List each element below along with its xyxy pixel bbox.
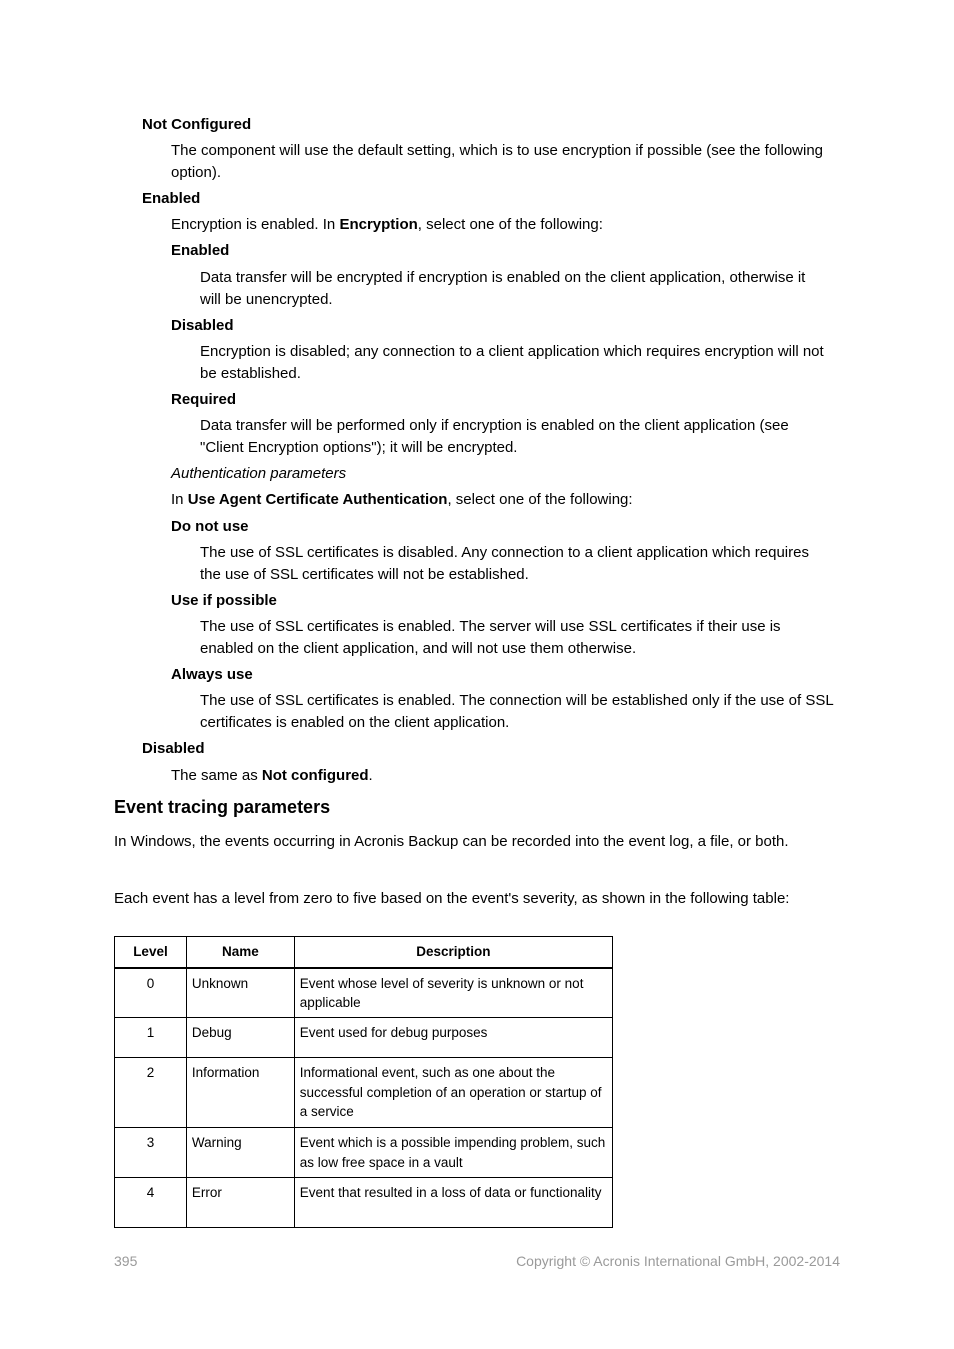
auth-always-use-term: Always use <box>171 666 253 683</box>
table-row <box>115 1058 613 1128</box>
table-row <box>115 968 613 1018</box>
cell-description: Event that resulted in a loss of data or functionality <box>294 1178 612 1228</box>
encryption-required-desc: Data transfer will be performed only if encryption is enabled on the client application (see "Client Encryption options"); it will be encrypted. <box>200 417 789 456</box>
cell-name: Warning <box>186 1128 294 1178</box>
auth-use-if-possible-term: Use if possible <box>171 592 277 609</box>
encryption-required-term: Required <box>171 391 237 408</box>
auth-do-not-use-term: Do not use <box>171 518 249 535</box>
cell-name: Debug <box>186 1018 294 1058</box>
encryption-enabled-desc: Data transfer will be encrypted if encryption is enabled on the client application, otherwise it will be unencrypted. <box>200 269 806 308</box>
table-header-level: Level <box>115 937 187 968</box>
auth-do-not-use-desc: The use of SSL certificates is disabled. Any connection to a client application which requires the use of SSL certificates will not be established. <box>200 544 809 583</box>
auth-params-heading: Authentication parameters <box>171 465 347 482</box>
event-para-2: Each event has a level from zero to five based on the event's severity, as shown in the following table: <box>114 890 790 907</box>
option-disabled-desc: The same as Not configured. <box>171 767 373 784</box>
section-heading: Event tracing parameters <box>114 797 331 817</box>
cell-level: 4 <box>115 1178 187 1228</box>
event-levels-table <box>114 936 613 1228</box>
option-disabled-term: Disabled <box>142 740 205 757</box>
auth-always-use-desc: The use of SSL certificates is enabled. The connection will be established only if the use of SSL certificates is enabled on the client application. <box>200 692 834 731</box>
cell-description: Informational event, such as one about the successful completion of an operation or startup of a service <box>294 1058 612 1128</box>
table-header-row <box>115 937 613 968</box>
cell-name: Error <box>186 1178 294 1228</box>
auth-params-intro: In Use Agent Certificate Authentication, select one of the following: <box>171 491 633 508</box>
copyright-notice: Copyright © Acronis International GmbH, 2002-2014 <box>516 1253 840 1269</box>
cell-name: Unknown <box>186 968 294 1018</box>
table-row <box>115 1128 613 1178</box>
table-header-name: Name <box>186 937 294 968</box>
encryption-disabled-desc: Encryption is disabled; any connection to a client application which requires encryption will not be established. <box>200 343 824 382</box>
option-enabled-term: Enabled <box>142 190 201 207</box>
option-enabled-intro: Encryption is enabled. In Encryption, select one of the following: <box>171 216 603 233</box>
option-not-configured-term: Not Configured <box>142 116 252 133</box>
option-not-configured-desc: The component will use the default setting, which is to use encryption if possible (see the following option). <box>171 142 824 181</box>
cell-level: 0 <box>115 968 187 1018</box>
cell-level: 2 <box>115 1058 187 1128</box>
table-header-description: Description <box>294 937 612 968</box>
table-row <box>115 1018 613 1058</box>
cell-description: Event whose level of severity is unknown or not applicable <box>294 968 612 1018</box>
table-row <box>115 1178 613 1228</box>
auth-use-if-possible-desc: The use of SSL certificates is enabled. The server will use SSL certificates if their use is enabled on the client application, and will not use them otherwise. <box>200 618 781 657</box>
event-para-1: In Windows, the events occurring in Acronis Backup can be recorded into the event log, a file, or both. <box>114 833 789 850</box>
encryption-disabled-term: Disabled <box>171 317 234 334</box>
cell-description: Event which is a possible impending problem, such as low free space in a vault <box>294 1128 612 1178</box>
cell-description: Event used for debug purposes <box>294 1018 612 1058</box>
cell-name: Information <box>186 1058 294 1128</box>
cell-level: 1 <box>115 1018 187 1058</box>
page-number: 395 <box>114 1253 138 1269</box>
cell-level: 3 <box>115 1128 187 1178</box>
encryption-enabled-term: Enabled <box>171 242 230 259</box>
